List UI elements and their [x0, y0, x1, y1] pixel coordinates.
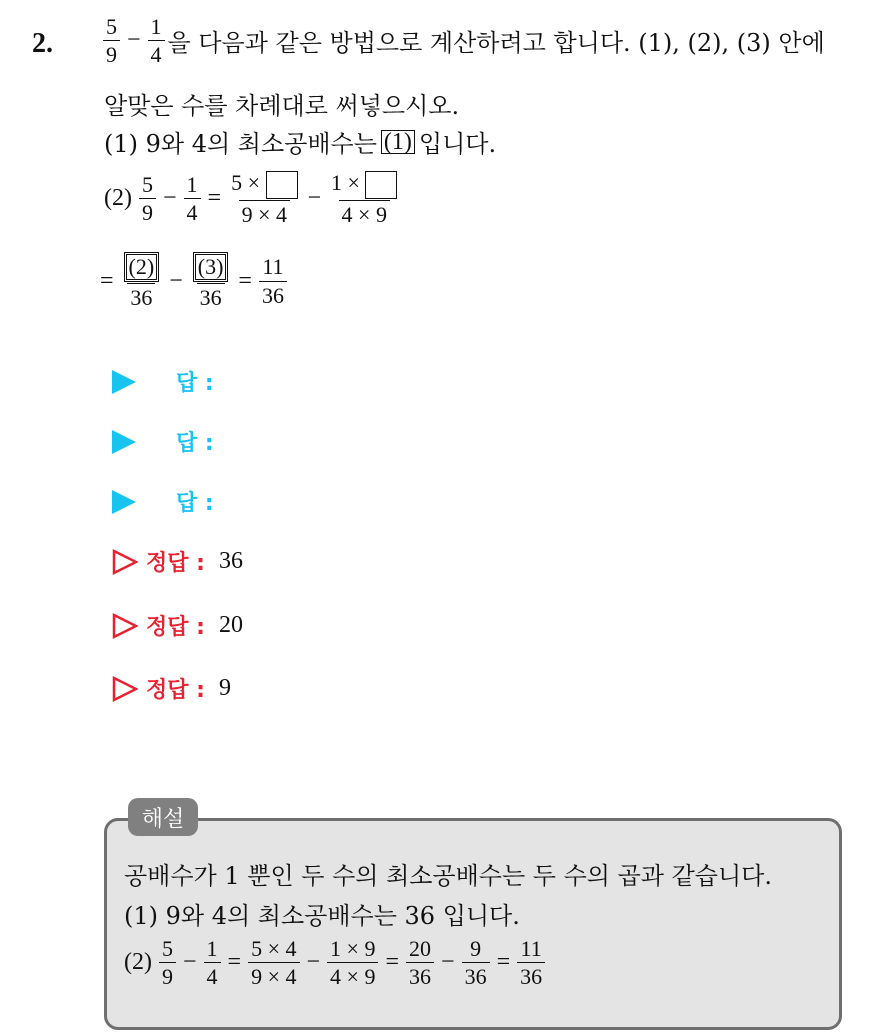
answer-row-2 [112, 426, 214, 457]
exp-fraction-4 [327, 936, 378, 990]
intro-fraction-2 [148, 14, 165, 68]
step2-fraction-4 [328, 170, 400, 227]
frac-den: 36 [259, 281, 287, 308]
frac-num-text: 5 × [231, 170, 260, 195]
frac-num: 1 × 9 [330, 936, 376, 961]
minus-sign: − [306, 949, 321, 976]
explanation-line-2: (1) 9와 4의 최소공배수는 36 입니다. [124, 902, 520, 930]
step2-fraction-1 [139, 172, 156, 226]
frac-num-with-box [228, 170, 300, 200]
play-triangle-icon [112, 430, 136, 454]
answer-label: 답 : [176, 431, 214, 456]
answer-box-2: (2) [124, 252, 160, 282]
explanation-step-label: (2) [124, 949, 152, 976]
minus-sign: − [307, 185, 322, 212]
correct-label: 정답 : [146, 615, 205, 640]
step-3-equation [100, 252, 290, 310]
correct-row-3 [112, 673, 231, 704]
frac-den: 4 × 9 [339, 200, 390, 227]
frac-num [121, 252, 163, 283]
play-triangle-icon [112, 370, 136, 394]
frac-den: 36 [517, 962, 545, 989]
explanation-line-1: 공배수가 1 뿐인 두 수의 최소공배수는 두 수의 곱과 같습니다. [124, 862, 772, 890]
frac-den: 4 [148, 40, 165, 67]
explanation-line-3 [124, 936, 548, 990]
frac-den: 36 [127, 283, 155, 310]
frac-den: 36 [462, 962, 490, 989]
minus-sign: − [182, 949, 197, 976]
correct-label: 정답 : [146, 551, 205, 576]
frac-num: 11 [262, 254, 284, 280]
answer-row-1 [112, 366, 214, 397]
exp-fraction-2 [204, 936, 221, 990]
frac-num-with-box [328, 170, 400, 200]
equals-sign: = [227, 949, 242, 976]
frac-num: 20 [409, 936, 432, 961]
correct-value: 9 [218, 675, 231, 701]
blank-box [365, 171, 397, 199]
play-triangle-icon [112, 490, 136, 514]
frac-den: 36 [406, 962, 434, 989]
minus-sign: − [127, 27, 141, 54]
explanation-tag: 해설 [128, 798, 198, 836]
exp-fraction-6 [462, 936, 490, 990]
frac-num: 11 [520, 936, 542, 961]
minus-sign: − [169, 267, 183, 294]
equals-sign: = [100, 267, 114, 294]
equals-sign: = [207, 185, 222, 212]
blank-box [266, 171, 298, 199]
exp-fraction-1 [159, 936, 176, 990]
correct-label: 정답 : [146, 678, 205, 703]
question-line-1 [100, 14, 825, 68]
frac-num: 5 × 4 [251, 936, 297, 961]
frac-den: 9 [103, 40, 120, 67]
frac-num: 5 [161, 936, 173, 961]
outline-triangle-icon [112, 549, 138, 575]
frac-num: 1 [206, 936, 218, 961]
step3-result [259, 254, 287, 308]
equals-sign: = [496, 949, 511, 976]
answer-box-3: (3) [193, 252, 229, 282]
frac-num: 1 [186, 171, 198, 197]
answer-label: 답 : [176, 371, 214, 396]
intro-fraction-1 [103, 14, 120, 68]
equals-sign: = [238, 267, 252, 294]
frac-num: 5 [141, 171, 153, 197]
question-text-1: 을 다음과 같은 방법으로 계산하려고 합니다. (1), (2), (3) 안에 [167, 29, 825, 58]
frac-den: 9 × 4 [248, 962, 299, 989]
correct-value: 36 [218, 548, 243, 574]
exp-fraction-3 [248, 936, 299, 990]
equals-sign: = [385, 949, 400, 976]
outline-triangle-icon [112, 613, 138, 639]
frac-den: 36 [197, 283, 225, 310]
outline-triangle-icon [112, 676, 138, 702]
frac-den: 4 [184, 198, 201, 225]
frac-den: 9 [159, 962, 176, 989]
correct-value: 20 [218, 612, 243, 638]
step-2-label: (2) [104, 185, 132, 212]
step3-fraction-1 [121, 252, 163, 310]
line3-suffix: 입니다. [418, 130, 497, 158]
answer-label: 답 : [176, 491, 214, 516]
exp-fraction-7 [517, 936, 545, 990]
minus-sign: − [441, 949, 455, 976]
frac-num: 1 [150, 14, 162, 39]
line3-prefix: (1) 9와 4의 최소공배수는 [104, 130, 377, 158]
step2-fraction-3 [228, 170, 300, 227]
step3-fraction-2 [190, 252, 232, 310]
frac-den: 4 [204, 962, 221, 989]
correct-row-1 [112, 546, 243, 577]
question-line-2: 알맞은 수를 차례대로 써넣으시오. [104, 92, 460, 120]
frac-den: 9 [139, 198, 156, 225]
question-number: 2. [32, 28, 53, 59]
question-line-3 [104, 124, 496, 159]
minus-sign: − [162, 185, 177, 212]
correct-row-2 [112, 610, 243, 641]
frac-den: 9 × 4 [239, 200, 290, 227]
frac-num [190, 252, 232, 283]
answer-box-1: (1) [381, 130, 415, 154]
frac-den: 4 × 9 [327, 962, 378, 989]
exp-fraction-5 [406, 936, 434, 990]
frac-num-text: 1 × [331, 170, 360, 195]
frac-num: 5 [106, 14, 117, 39]
frac-num: 9 [470, 936, 482, 961]
answer-row-3 [112, 486, 214, 517]
step2-fraction-2 [184, 172, 201, 226]
step-2-equation [104, 170, 403, 227]
